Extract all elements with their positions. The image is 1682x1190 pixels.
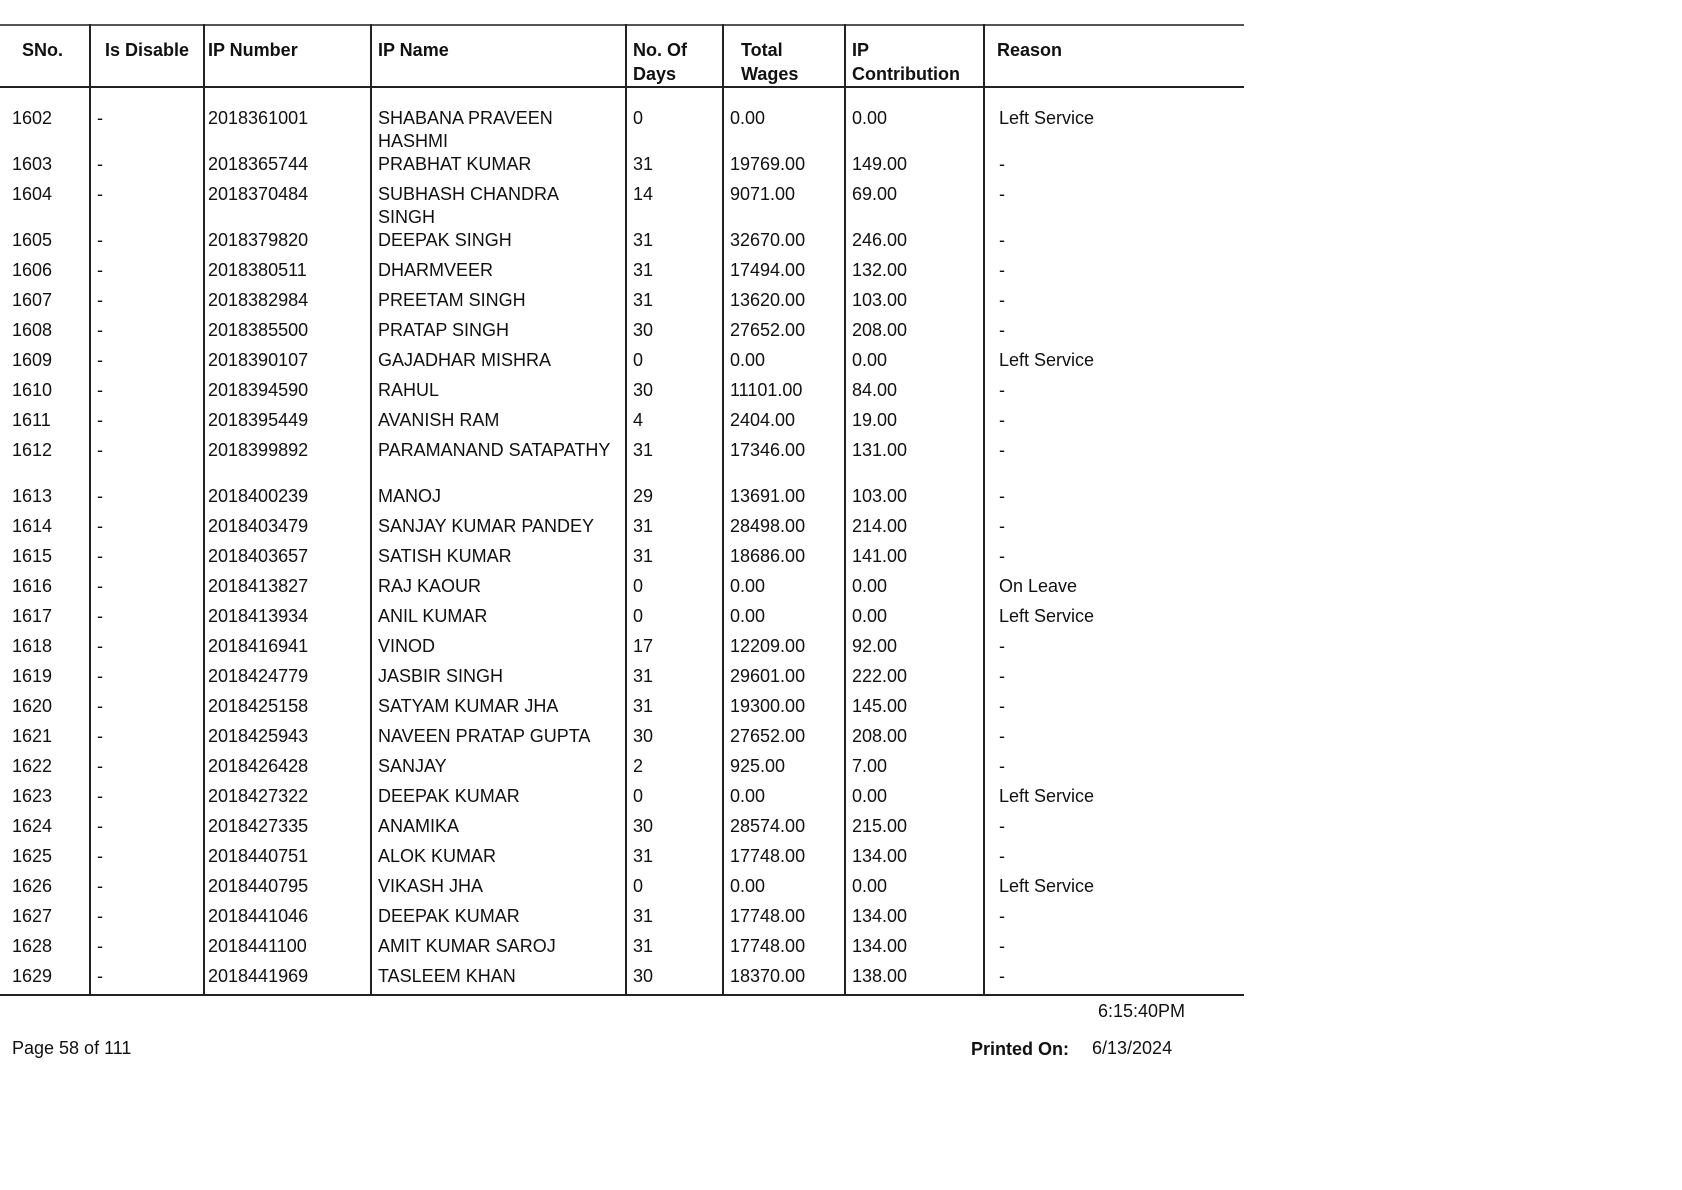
cell-is-disable: -	[90, 107, 204, 153]
cell-no-of-days: 31	[626, 289, 723, 319]
cell-no-of-days: 14	[626, 183, 723, 229]
cell-reason: -	[984, 725, 1244, 755]
header-no-of-days: No. Of Days	[626, 25, 723, 87]
cell-no-of-days: 31	[626, 695, 723, 725]
cell-ip-name: MANOJ	[371, 485, 626, 515]
cell-total-wages: 9071.00	[723, 183, 845, 229]
cell-ip-name: SATYAM KUMAR JHA	[371, 695, 626, 725]
table-row	[0, 153, 1244, 183]
cell-sno: 1612	[12, 440, 53, 460]
cell-ip-contribution: 149.00	[845, 153, 984, 183]
cell-reason: -	[984, 545, 1244, 575]
cell-total-wages: 0.00	[723, 605, 845, 635]
cell-reason: -	[984, 665, 1244, 695]
cell-ip-name: DEEPAK KUMAR	[371, 905, 626, 935]
header-is-disable: Is Disable	[90, 25, 204, 87]
cell-ip-number: 2018379820	[204, 229, 371, 259]
cell-sno: 1628	[12, 936, 53, 956]
cell-ip-contribution: 141.00	[845, 545, 984, 575]
cell-ip-name: PREETAM SINGH	[371, 289, 626, 319]
cell-ip-name: TASLEEM KHAN	[371, 965, 626, 995]
table-row	[0, 229, 1244, 259]
cell-total-wages: 13691.00	[723, 485, 845, 515]
cell-ip-number: 2018427322	[204, 785, 371, 815]
cell-ip-number: 2018440751	[204, 845, 371, 875]
cell-no-of-days: 0	[626, 349, 723, 379]
contribution-report	[0, 24, 1244, 996]
cell-sno: 1625	[12, 846, 53, 866]
cell-total-wages: 17748.00	[723, 845, 845, 875]
header-ip-name: IP Name	[371, 25, 626, 87]
cell-total-wages: 17748.00	[723, 905, 845, 935]
cell-sno: 1614	[12, 516, 53, 536]
cell-ip-name: SANJAY KUMAR PANDEY	[371, 515, 626, 545]
cell-ip-name: DEEPAK KUMAR	[371, 785, 626, 815]
cell-ip-number: 2018441046	[204, 905, 371, 935]
cell-is-disable: -	[90, 935, 204, 965]
cell-is-disable: -	[90, 183, 204, 229]
table-row	[0, 695, 1244, 725]
cell-total-wages: 27652.00	[723, 319, 845, 349]
cell-ip-number: 2018441100	[204, 935, 371, 965]
cell-reason: -	[984, 935, 1244, 965]
table-row	[0, 515, 1244, 545]
cell-ip-number: 2018403479	[204, 515, 371, 545]
cell-sno: 1609	[12, 350, 53, 370]
cell-sno: 1617	[12, 606, 53, 626]
table-header-row	[0, 25, 1244, 87]
table-row	[0, 755, 1244, 785]
cell-ip-number: 2018399892	[204, 439, 371, 485]
cell-ip-contribution: 131.00	[845, 439, 984, 485]
cell-no-of-days: 31	[626, 905, 723, 935]
cell-total-wages: 27652.00	[723, 725, 845, 755]
cell-sno: 1604	[12, 184, 53, 204]
table-row	[0, 545, 1244, 575]
cell-no-of-days: 31	[626, 935, 723, 965]
cell-total-wages: 0.00	[723, 107, 845, 153]
printed-on-date: 6/13/2024	[1092, 1038, 1173, 1058]
cell-is-disable: -	[90, 439, 204, 485]
cell-is-disable: -	[90, 845, 204, 875]
cell-no-of-days: 0	[626, 785, 723, 815]
cell-reason: Left Service	[984, 349, 1244, 379]
cell-ip-contribution: 0.00	[845, 605, 984, 635]
cell-total-wages: 32670.00	[723, 229, 845, 259]
cell-sno: 1608	[12, 320, 53, 340]
cell-ip-contribution: 0.00	[845, 875, 984, 905]
cell-total-wages: 0.00	[723, 349, 845, 379]
cell-no-of-days: 0	[626, 575, 723, 605]
page-indicator: Page 58 of 111	[12, 1038, 132, 1058]
cell-ip-contribution: 132.00	[845, 259, 984, 289]
cell-ip-number: 2018426428	[204, 755, 371, 785]
cell-no-of-days: 0	[626, 875, 723, 905]
cell-total-wages: 0.00	[723, 575, 845, 605]
header-total-wages: Total Wages	[723, 25, 845, 87]
cell-total-wages: 17346.00	[723, 439, 845, 485]
cell-total-wages: 28498.00	[723, 515, 845, 545]
cell-ip-contribution: 7.00	[845, 755, 984, 785]
cell-is-disable: -	[90, 875, 204, 905]
table-row	[0, 349, 1244, 379]
cell-ip-number: 2018365744	[204, 153, 371, 183]
cell-sno: 1613	[12, 486, 53, 506]
cell-sno: 1621	[12, 726, 53, 746]
cell-ip-name: SATISH KUMAR	[371, 545, 626, 575]
cell-ip-name: RAHUL	[371, 379, 626, 409]
cell-no-of-days: 31	[626, 259, 723, 289]
cell-ip-contribution: 0.00	[845, 575, 984, 605]
cell-ip-contribution: 0.00	[845, 785, 984, 815]
cell-ip-name: ANAMIKA	[371, 815, 626, 845]
cell-total-wages: 2404.00	[723, 409, 845, 439]
cell-ip-name: AVANISH RAM	[371, 409, 626, 439]
table-row	[0, 575, 1244, 605]
cell-ip-number: 2018441969	[204, 965, 371, 995]
cell-ip-contribution: 222.00	[845, 665, 984, 695]
cell-reason: -	[984, 845, 1244, 875]
cell-sno: 1626	[12, 876, 53, 896]
cell-is-disable: -	[90, 515, 204, 545]
table-row	[0, 289, 1244, 319]
cell-is-disable: -	[90, 379, 204, 409]
header-sno: SNo.	[22, 40, 64, 60]
table-row	[0, 635, 1244, 665]
cell-reason: -	[984, 905, 1244, 935]
table-row	[0, 815, 1244, 845]
cell-is-disable: -	[90, 665, 204, 695]
cell-ip-number: 2018395449	[204, 409, 371, 439]
cell-is-disable: -	[90, 725, 204, 755]
table-row	[0, 875, 1244, 905]
cell-ip-contribution: 145.00	[845, 695, 984, 725]
cell-reason: -	[984, 485, 1244, 515]
cell-ip-contribution: 103.00	[845, 485, 984, 515]
cell-ip-number: 2018425158	[204, 695, 371, 725]
cell-is-disable: -	[90, 485, 204, 515]
header-ip-contribution: IP Contribution	[845, 25, 984, 87]
cell-ip-name: AMIT KUMAR SAROJ	[371, 935, 626, 965]
table-row	[0, 965, 1244, 995]
cell-sno: 1603	[12, 154, 53, 174]
table-row	[0, 409, 1244, 439]
cell-total-wages: 19769.00	[723, 153, 845, 183]
cell-ip-contribution: 92.00	[845, 635, 984, 665]
cell-ip-name: SHABANA PRAVEEN HASHMI	[371, 107, 626, 153]
cell-reason: -	[984, 379, 1244, 409]
cell-ip-number: 2018385500	[204, 319, 371, 349]
header-reason: Reason	[984, 25, 1244, 87]
cell-is-disable: -	[90, 409, 204, 439]
table-row	[0, 319, 1244, 349]
cell-ip-contribution: 215.00	[845, 815, 984, 845]
cell-ip-name: DHARMVEER	[371, 259, 626, 289]
cell-no-of-days: 31	[626, 665, 723, 695]
cell-is-disable: -	[90, 755, 204, 785]
printed-on-label: Printed On:	[971, 1039, 1069, 1059]
cell-reason: -	[984, 259, 1244, 289]
cell-no-of-days: 31	[626, 153, 723, 183]
cell-reason: -	[984, 319, 1244, 349]
cell-total-wages: 17748.00	[723, 935, 845, 965]
cell-total-wages: 925.00	[723, 755, 845, 785]
cell-ip-contribution: 84.00	[845, 379, 984, 409]
cell-ip-name: SANJAY	[371, 755, 626, 785]
cell-ip-name: NAVEEN PRATAP GUPTA	[371, 725, 626, 755]
cell-no-of-days: 0	[626, 605, 723, 635]
cell-reason: -	[984, 635, 1244, 665]
cell-ip-name: ANIL KUMAR	[371, 605, 626, 635]
cell-total-wages: 11101.00	[723, 379, 845, 409]
cell-ip-name: GAJADHAR MISHRA	[371, 349, 626, 379]
cell-total-wages: 0.00	[723, 875, 845, 905]
cell-ip-contribution: 103.00	[845, 289, 984, 319]
contribution-table	[0, 24, 1244, 996]
cell-total-wages: 18370.00	[723, 965, 845, 995]
cell-ip-number: 2018413827	[204, 575, 371, 605]
cell-ip-number: 2018400239	[204, 485, 371, 515]
cell-no-of-days: 30	[626, 725, 723, 755]
cell-is-disable: -	[90, 605, 204, 635]
cell-no-of-days: 31	[626, 545, 723, 575]
cell-ip-number: 2018425943	[204, 725, 371, 755]
table-row	[0, 183, 1244, 229]
cell-total-wages: 12209.00	[723, 635, 845, 665]
cell-ip-name: DEEPAK SINGH	[371, 229, 626, 259]
cell-ip-contribution: 19.00	[845, 409, 984, 439]
cell-ip-number: 2018413934	[204, 605, 371, 635]
cell-sno: 1623	[12, 786, 53, 806]
cell-ip-number: 2018380511	[204, 259, 371, 289]
cell-reason: -	[984, 183, 1244, 229]
cell-no-of-days: 30	[626, 965, 723, 995]
cell-no-of-days: 30	[626, 815, 723, 845]
cell-is-disable: -	[90, 905, 204, 935]
cell-ip-number: 2018361001	[204, 107, 371, 153]
cell-ip-contribution: 138.00	[845, 965, 984, 995]
table-row	[0, 107, 1244, 153]
cell-sno: 1620	[12, 696, 53, 716]
cell-no-of-days: 17	[626, 635, 723, 665]
table-body	[0, 87, 1244, 995]
cell-reason: Left Service	[984, 605, 1244, 635]
cell-no-of-days: 31	[626, 845, 723, 875]
cell-total-wages: 0.00	[723, 785, 845, 815]
cell-reason: Left Service	[984, 785, 1244, 815]
cell-is-disable: -	[90, 635, 204, 665]
cell-ip-contribution: 0.00	[845, 107, 984, 153]
cell-sno: 1618	[12, 636, 53, 656]
cell-sno: 1615	[12, 546, 53, 566]
cell-ip-name: PRATAP SINGH	[371, 319, 626, 349]
cell-no-of-days: 0	[626, 107, 723, 153]
cell-ip-name: JASBIR SINGH	[371, 665, 626, 695]
cell-is-disable: -	[90, 229, 204, 259]
cell-reason: -	[984, 965, 1244, 995]
cell-ip-name: VINOD	[371, 635, 626, 665]
cell-no-of-days: 31	[626, 229, 723, 259]
cell-reason: Left Service	[984, 107, 1244, 153]
table-row	[0, 439, 1244, 485]
cell-total-wages: 13620.00	[723, 289, 845, 319]
cell-sno: 1616	[12, 576, 53, 596]
cell-ip-name: PARAMANAND SATAPATHY	[371, 439, 626, 485]
cell-no-of-days: 31	[626, 439, 723, 485]
cell-is-disable: -	[90, 965, 204, 995]
cell-ip-name: SUBHASH CHANDRA SINGH	[371, 183, 626, 229]
cell-ip-name: ALOK KUMAR	[371, 845, 626, 875]
cell-total-wages: 28574.00	[723, 815, 845, 845]
cell-no-of-days: 30	[626, 379, 723, 409]
cell-reason: -	[984, 439, 1244, 485]
cell-ip-contribution: 208.00	[845, 319, 984, 349]
cell-ip-number: 2018440795	[204, 875, 371, 905]
cell-ip-number: 2018416941	[204, 635, 371, 665]
cell-reason: -	[984, 755, 1244, 785]
cell-reason: -	[984, 815, 1244, 845]
cell-sno: 1629	[12, 966, 53, 986]
cell-reason: -	[984, 289, 1244, 319]
table-row	[0, 725, 1244, 755]
cell-sno: 1606	[12, 260, 53, 280]
cell-sno: 1622	[12, 756, 53, 776]
table-row	[0, 845, 1244, 875]
cell-ip-number: 2018424779	[204, 665, 371, 695]
cell-no-of-days: 29	[626, 485, 723, 515]
cell-is-disable: -	[90, 815, 204, 845]
cell-sno: 1619	[12, 666, 53, 686]
cell-total-wages: 29601.00	[723, 665, 845, 695]
cell-sno: 1602	[12, 108, 53, 128]
cell-is-disable: -	[90, 575, 204, 605]
cell-ip-contribution: 246.00	[845, 229, 984, 259]
cell-total-wages: 17494.00	[723, 259, 845, 289]
cell-ip-name: VIKASH JHA	[371, 875, 626, 905]
cell-ip-contribution: 134.00	[845, 935, 984, 965]
cell-ip-number: 2018403657	[204, 545, 371, 575]
table-row	[0, 485, 1244, 515]
cell-is-disable: -	[90, 785, 204, 815]
cell-is-disable: -	[90, 349, 204, 379]
cell-ip-number: 2018382984	[204, 289, 371, 319]
cell-no-of-days: 30	[626, 319, 723, 349]
table-row	[0, 379, 1244, 409]
cell-total-wages: 19300.00	[723, 695, 845, 725]
cell-ip-contribution: 214.00	[845, 515, 984, 545]
table-row	[0, 665, 1244, 695]
cell-reason: -	[984, 515, 1244, 545]
table-row	[0, 935, 1244, 965]
header-ip-number: IP Number	[204, 25, 371, 87]
cell-ip-number: 2018427335	[204, 815, 371, 845]
cell-reason: -	[984, 229, 1244, 259]
cell-no-of-days: 4	[626, 409, 723, 439]
cell-is-disable: -	[90, 319, 204, 349]
cell-is-disable: -	[90, 153, 204, 183]
cell-sno: 1611	[12, 410, 51, 430]
cell-reason: -	[984, 695, 1244, 725]
cell-ip-contribution: 134.00	[845, 905, 984, 935]
cell-sno: 1607	[12, 290, 53, 310]
cell-reason: On Leave	[984, 575, 1244, 605]
cell-no-of-days: 31	[626, 515, 723, 545]
table-row	[0, 785, 1244, 815]
table-spacer-row	[0, 87, 1244, 107]
cell-reason: -	[984, 409, 1244, 439]
cell-sno: 1627	[12, 906, 53, 926]
cell-ip-number: 2018394590	[204, 379, 371, 409]
cell-ip-number: 2018370484	[204, 183, 371, 229]
cell-is-disable: -	[90, 545, 204, 575]
cell-no-of-days: 2	[626, 755, 723, 785]
cell-ip-name: RAJ KAOUR	[371, 575, 626, 605]
cell-ip-contribution: 0.00	[845, 349, 984, 379]
table-row	[0, 259, 1244, 289]
cell-sno: 1610	[12, 380, 53, 400]
cell-is-disable: -	[90, 695, 204, 725]
cell-reason: -	[984, 153, 1244, 183]
cell-is-disable: -	[90, 289, 204, 319]
table-row	[0, 905, 1244, 935]
cell-sno: 1605	[12, 230, 53, 250]
cell-ip-contribution: 208.00	[845, 725, 984, 755]
cell-sno: 1624	[12, 816, 53, 836]
cell-total-wages: 18686.00	[723, 545, 845, 575]
table-row	[0, 605, 1244, 635]
cell-is-disable: -	[90, 259, 204, 289]
print-time: 6:15:40PM	[1098, 1001, 1186, 1021]
cell-ip-contribution: 134.00	[845, 845, 984, 875]
cell-ip-name: PRABHAT KUMAR	[371, 153, 626, 183]
cell-ip-contribution: 69.00	[845, 183, 984, 229]
cell-ip-number: 2018390107	[204, 349, 371, 379]
cell-reason: Left Service	[984, 875, 1244, 905]
